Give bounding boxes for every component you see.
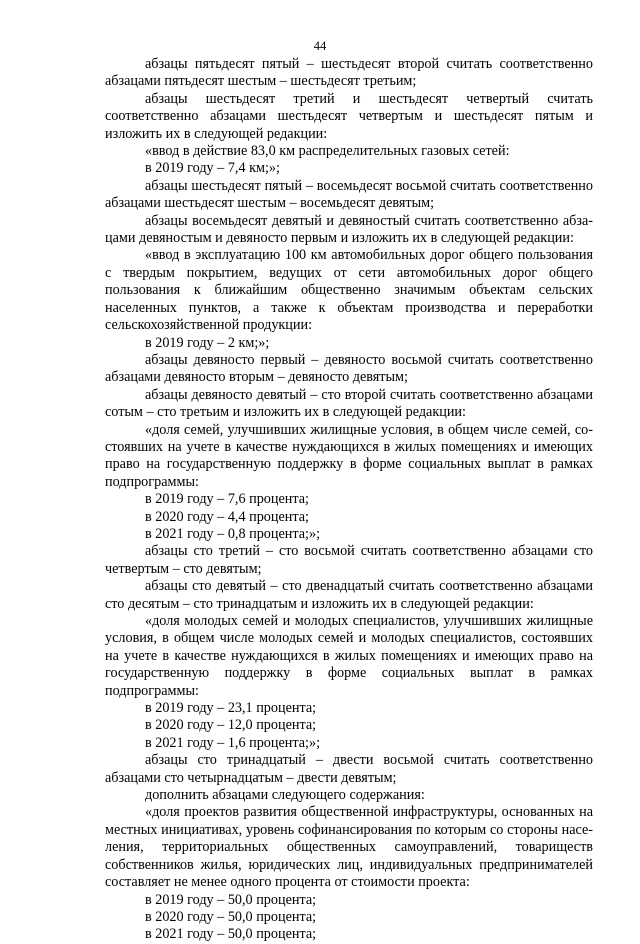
- paragraph: «доля семей, улучшивших жилищные условия, в общем числе семей, состоявших на учете в качестве нуждающихся в жилых помещениях и имеющих право на государственную поддержку в форме социальных выплат в рамках подпрограммы:: [105, 421, 593, 490]
- paragraph: абзацы восемьдесят девятый и девяностый считать соответственно абзацами девяностым и девяносто первым и изложить их в следующей редакции:: [105, 212, 593, 247]
- paragraph: абзацы шестьдесят третий и шестьдесят четвертый считать соответственно абзацами шестьдесят четвертым и шестьдесят пятым и изложить их в следующей редакции:: [105, 90, 593, 142]
- paragraph: «ввод в действие 83,0 км распределительных газовых сетей:: [145, 143, 510, 160]
- paragraph: в 2019 году – 23,1 процента;: [145, 700, 317, 717]
- page-number: 44: [313, 39, 327, 53]
- paragraph: абзацы сто тринадцатый – двести восьмой считать соответственно абзацами сто четырнадцатым – двести девятым;: [105, 752, 593, 786]
- paragraph: в 2020 году – 12,0 процента;: [145, 717, 317, 734]
- paragraph: в 2019 году – 7,6 процента;: [145, 491, 309, 508]
- document-body: [105, 56, 593, 944]
- paragraph: «доля молодых семей и молодых специалистов, улучшивших жилищные условия, в общем числе молодых семей и молодых специалистов, состоявших на учете в качестве нуждающихся в жилых помещениях и имеющих право на государственную поддержку в форме социальных выплат в рамках подпрограммы:: [105, 613, 593, 699]
- paragraph: «ввод в эксплуатацию 100 км автомобильных дорог общего пользования с твердым покрытием, ведущих от сети автомобильных дорог общего пользования к ближайшим общественно значимым объектам сельских населенных пунктов, а также к объектам производства и переработки сельскохозяйственной продукции:: [105, 247, 593, 334]
- paragraph: «доля проектов развития общественной инфраструктуры, основанных на местных инициативах, уровень софинансирования по которым со стороны населения, территориальных общественных самоуправлений, товариществ собственников жилья, юридических лиц, индивидуальных предпринимателей составляет не менее одного процента от стоимости проекта:: [105, 804, 593, 891]
- paragraph: в 2019 году – 2 км;»;: [145, 334, 270, 351]
- paragraph: абзацы сто девятый – сто двенадцатый считать соответственно абзацами сто десятым – сто тринадцатым и изложить их в следующей редакции:: [105, 578, 593, 612]
- paragraph: абзацы шестьдесят пятый – восемьдесят восьмой считать соответственно абзацами шестьдесят шестым – восемьдесят девятым;: [105, 177, 593, 212]
- paragraph: в 2021 году – 0,8 процента;»;: [145, 525, 321, 542]
- paragraph: в 2020 году – 50,0 процента;: [145, 908, 317, 925]
- paragraph: в 2021 году – 1,6 процента;»;: [145, 734, 321, 751]
- paragraph: в 2019 году – 7,4 км;»;: [145, 160, 280, 177]
- paragraph: в 2020 году – 4,4 процента;: [145, 508, 309, 525]
- paragraph: дополнить абзацами следующего содержания:: [145, 787, 425, 804]
- paragraph: абзацы девяносто первый – девяносто восьмой считать соответственно абзацами девяносто вторым – девяносто девятым;: [105, 351, 593, 386]
- paragraph: абзацы девяносто девятый – сто второй считать соответственно абзацами сотым – сто третьим и изложить их в следующей редакции:: [105, 386, 593, 421]
- paragraph: в 2019 году – 50,0 процента;: [145, 891, 317, 908]
- paragraph: в 2021 году – 50,0 процента;: [145, 926, 317, 943]
- paragraph: абзацы сто третий – сто восьмой считать соответственно абзацами сто четвертым – сто девятым;: [105, 543, 593, 577]
- paragraph: абзацы пятьдесят пятый – шестьдесят второй считать соответственно абзацами пятьдесят шестым – шестьдесят третьим;: [105, 56, 593, 90]
